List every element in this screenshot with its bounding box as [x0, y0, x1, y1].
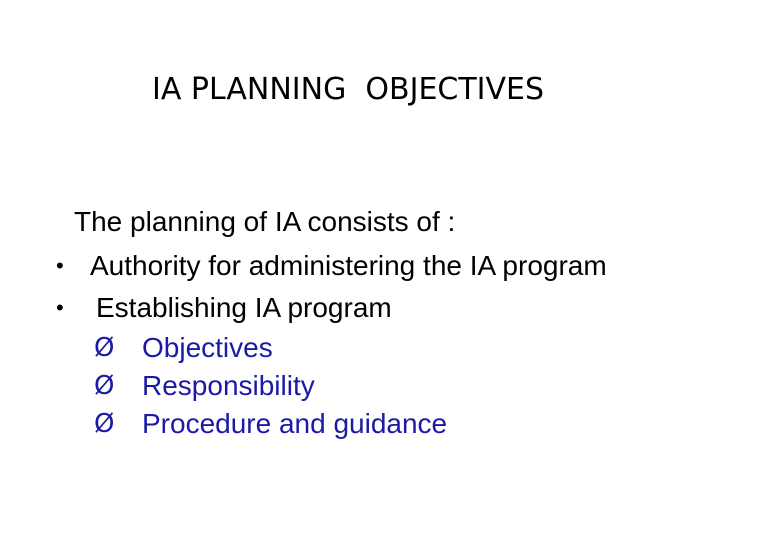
- sub-item-text: Objectives: [142, 332, 273, 363]
- sub-item-procedure: [94, 408, 448, 522]
- sub-item-text: Procedure and guidance: [142, 408, 448, 439]
- arrow-bullet-icon: Ø: [94, 409, 115, 439]
- slide-title: IA PLANNING OBJECTIVES: [152, 72, 545, 107]
- sub-item-text: Responsibility: [142, 370, 315, 401]
- arrow-bullet-icon: Ø: [94, 371, 115, 401]
- bullet-text: Establishing IA program: [96, 292, 392, 323]
- bullet-marker: •: [56, 253, 64, 278]
- intro-text: The planning of IA consists of :: [74, 206, 456, 237]
- bullet-text: Authority for administering the IA program: [90, 250, 607, 281]
- bullet-marker: •: [56, 295, 64, 320]
- arrow-bullet-icon: Ø: [94, 333, 115, 363]
